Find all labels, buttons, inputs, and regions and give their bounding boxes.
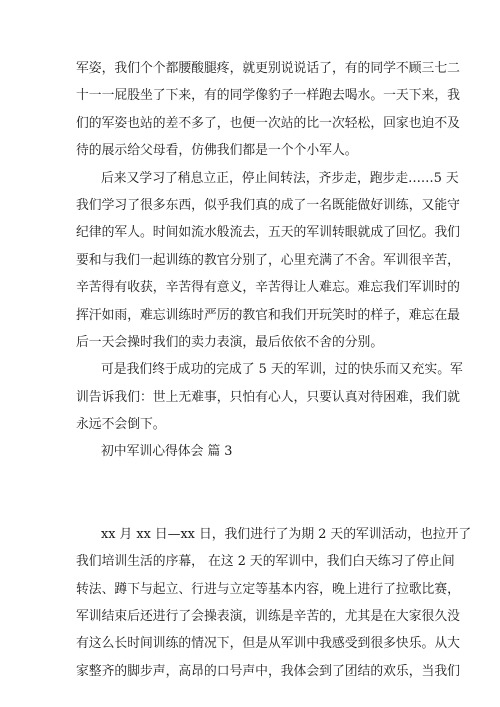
text-line: 待的展示给父母看，仿佛我们都是一个个小军人。 bbox=[76, 143, 358, 159]
text-line: 训告诉我们：世上无难事，只怕有心人，只要认真对待困难，我们就 bbox=[76, 389, 460, 405]
text-line: 要和与我们一起训练的教官分别了，心里充满了不舍。军训很辛苦， bbox=[76, 252, 460, 268]
text-line: 家整齐的脚步声，高昂的口号声中，我体会到了团结的欢乐，当我们 bbox=[76, 663, 460, 679]
section-heading: 初中军训心得体会 篇 3 bbox=[101, 444, 233, 460]
text-line: 军姿，我们个个都腰酸腿疼，就更别说说话了，有的同学不顾三七二 bbox=[76, 61, 460, 76]
paragraph-4 bbox=[76, 521, 472, 685]
blank-space bbox=[76, 466, 430, 521]
text-line: 挥汗如雨，难忘训练时严厉的教官和我们开玩笑时的样子，难忘在最 bbox=[76, 307, 460, 323]
document-page bbox=[76, 55, 472, 685]
text-line: 可是我们终于成功的完成了 5 天的军训，过的快乐而又充实。军 bbox=[101, 362, 463, 378]
text-line: 纪律的军人。时间如流水般流去，五天的军训转眼就成了回忆。我们 bbox=[76, 225, 460, 241]
text-line: 有这么长时间训练的情况下，但是从军训中我感受到很多快乐。从大 bbox=[76, 636, 460, 652]
text-line: 们的军姿也站的差不多了，也便一次站的比一次轻松，回家也迫不及 bbox=[76, 115, 460, 131]
text-line: 我们培训生活的序幕， 在这 2 天的军训中，我们白天练习了停止间 bbox=[76, 554, 455, 570]
text-line: 我们学习了很多东西，似乎我们真的成了一名既能做好训练，又能守 bbox=[76, 197, 460, 213]
text-line: 后一天会操时我们的卖力表演，最后依依不舍的分别。 bbox=[76, 334, 384, 350]
text-line: xx 月 xx 日—xx 日，我们进行了为期 2 天的军训活动，也拉开了 bbox=[101, 526, 472, 542]
paragraph-3 bbox=[76, 356, 463, 438]
text-line: 十一一屁股坐了下来，有的同学像豹子一样跑去喝水。一天下来，我 bbox=[76, 88, 460, 104]
text-line: 永远不会倒下。 bbox=[76, 417, 166, 433]
text-line: 后来又学习了稍息立正，停止间转法，齐步走，跑步走……5 天 bbox=[101, 170, 459, 186]
text-line: 转法、蹲下与起立、行进与立定等基本内容，晚上进行了拉歌比赛， bbox=[76, 581, 460, 597]
text-line: 辛苦得有收获，辛苦得有意义，辛苦得让人难忘。难忘我们军训时的 bbox=[76, 280, 460, 296]
paragraph-1 bbox=[76, 55, 460, 165]
paragraph-2 bbox=[76, 165, 460, 357]
text-line: 军训结束后还进行了会操表演，训练是辛苦的，尤其是在大家很久没 bbox=[76, 609, 460, 625]
